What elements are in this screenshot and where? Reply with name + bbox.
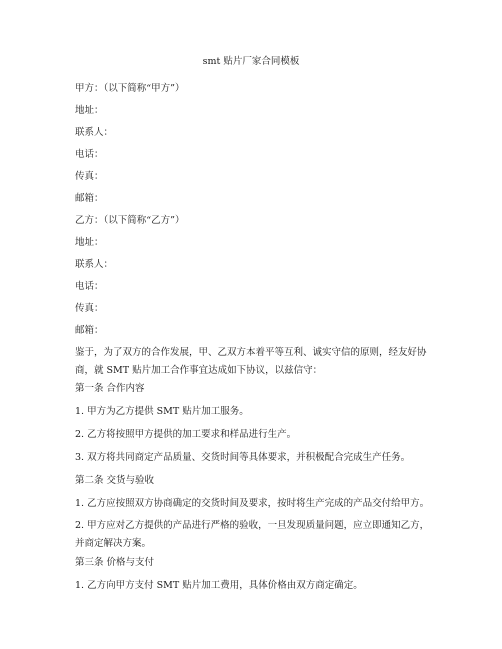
- article-3-heading: 第三条 价格与支付: [75, 557, 155, 568]
- party-b-phone: 电话：: [75, 281, 104, 292]
- party-a-email: 邮箱：: [75, 193, 104, 204]
- document-title: smt 贴片厂家合同模板: [202, 56, 300, 67]
- article-2-item-2: 2. 甲方应对乙方提供的产品进行严格的验收，一旦发现质量问题，应立即通知乙方，并商定解决方案。: [75, 520, 430, 549]
- party-b-contact: 联系人：: [75, 259, 114, 270]
- party-b-fax: 传真：: [75, 303, 104, 314]
- article-2-heading: 第二条 交货与验收: [75, 475, 155, 486]
- preamble-paragraph: 鉴于，为了双方的合作发展，甲、乙双方本着平等互利、诚实守信的原则，经友好协商，就 SMT 贴片加工合作事宜达成如下协议，以兹信守：: [75, 347, 427, 376]
- article-1-item-2: 2. 乙方将按照甲方提供的加工要求和样品进行生产。: [75, 429, 297, 440]
- article-1-heading: 第一条 合作内容: [75, 383, 145, 394]
- party-a-address: 地址：: [75, 105, 104, 116]
- party-a-heading: 甲方：（以下简称“甲方”）: [75, 83, 185, 94]
- article-3-item-1: 1. 乙方向甲方支付 SMT 贴片加工费用，具体价格由双方商定确定。: [75, 580, 363, 591]
- article-1-item-3: 3. 双方将共同商定产品质量、交货时间等具体要求，并积极配合完成生产任务。: [75, 452, 411, 463]
- party-b-address: 地址：: [75, 237, 104, 248]
- article-1-item-1: 1. 甲方为乙方提供 SMT 贴片加工服务。: [75, 406, 249, 417]
- party-b-heading: 乙方：（以下简称“乙方”）: [75, 215, 185, 226]
- party-a-fax: 传真：: [75, 171, 104, 182]
- party-a-phone: 电话：: [75, 149, 104, 160]
- party-b-email: 邮箱：: [75, 325, 104, 336]
- article-2-item-1: 1. 乙方应按照双方协商确定的交货时间及要求，按时将生产完成的产品交付给甲方。: [75, 498, 430, 509]
- party-a-contact: 联系人：: [75, 127, 114, 138]
